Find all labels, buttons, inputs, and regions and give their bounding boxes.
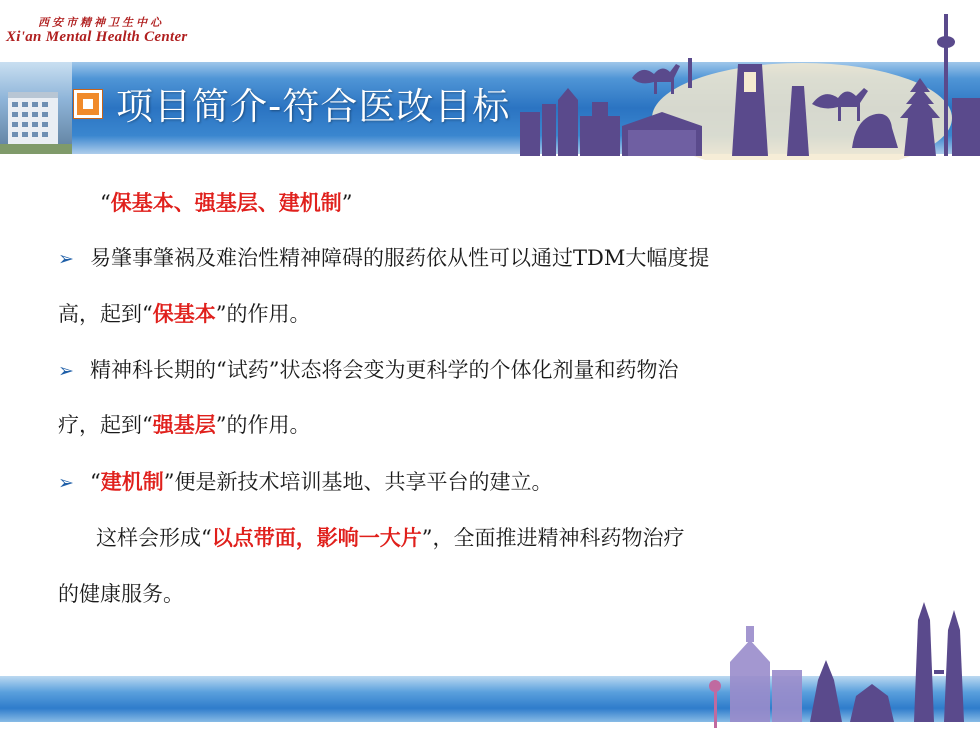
bullet-1-line-2 — [58, 299, 311, 329]
bullet-2-line-2 — [58, 410, 311, 440]
bullet-3-line — [58, 467, 552, 498]
bullet-1-line-1 — [58, 243, 709, 274]
slogan-text: 保基本、强基层、建机制 — [110, 190, 342, 215]
bullet-2-text: 精神科长期的“试药”状态将会变为更科学的个体化剂量和药物治 — [90, 358, 679, 382]
closing-pre: 这样会形成“ — [96, 526, 212, 550]
bullet-2-pre: 疗，起到“ — [58, 413, 153, 437]
bullet-2-highlight: 强基层 — [152, 412, 216, 437]
hospital-building-image — [0, 62, 72, 154]
bullet-1-highlight: 保基本 — [152, 301, 216, 326]
slogan-line — [100, 188, 353, 218]
bullet-arrow-icon: ➢ — [58, 248, 74, 270]
bullet-3-post: ”便是新技术培训基地、共享平台的建立。 — [163, 470, 553, 494]
closing-highlight: 以点带面，影响一大片 — [211, 525, 422, 550]
bullet-1-post: ”的作用。 — [215, 302, 311, 326]
bullet-2-post: ”的作用。 — [215, 413, 311, 437]
bullet-1-pre: 高，起到“ — [58, 302, 153, 326]
bullet-3-pre: “ — [90, 470, 101, 494]
bullet-arrow-icon: ➢ — [58, 472, 74, 494]
closing-line-1 — [96, 523, 685, 553]
logo-english-name: Xi'an Mental Health Center — [6, 29, 188, 45]
quote-close: ” — [341, 191, 353, 215]
orange-square-icon — [74, 90, 102, 118]
bullet-1-text: 易肇事肇祸及难治性精神障碍的服药依从性可以通过TDM大幅度提 — [90, 246, 710, 270]
bullet-2-line-1 — [58, 355, 678, 386]
closing-post: ”，全面推进精神科药物治疗 — [421, 526, 685, 550]
quote-open: “ — [100, 191, 111, 215]
bullet-3-highlight: 建机制 — [100, 469, 164, 494]
closing-line-2: 的健康服务。 — [58, 582, 184, 606]
page-title: 项目简介-符合医改目标 — [116, 85, 511, 128]
bullet-arrow-icon: ➢ — [58, 360, 74, 382]
footer-landmarks-decoration — [700, 600, 980, 735]
org-logo — [6, 14, 206, 46]
skyline-decoration — [512, 8, 980, 160]
logo-chinese-name: 西安市精神卫生中心 — [38, 16, 164, 29]
